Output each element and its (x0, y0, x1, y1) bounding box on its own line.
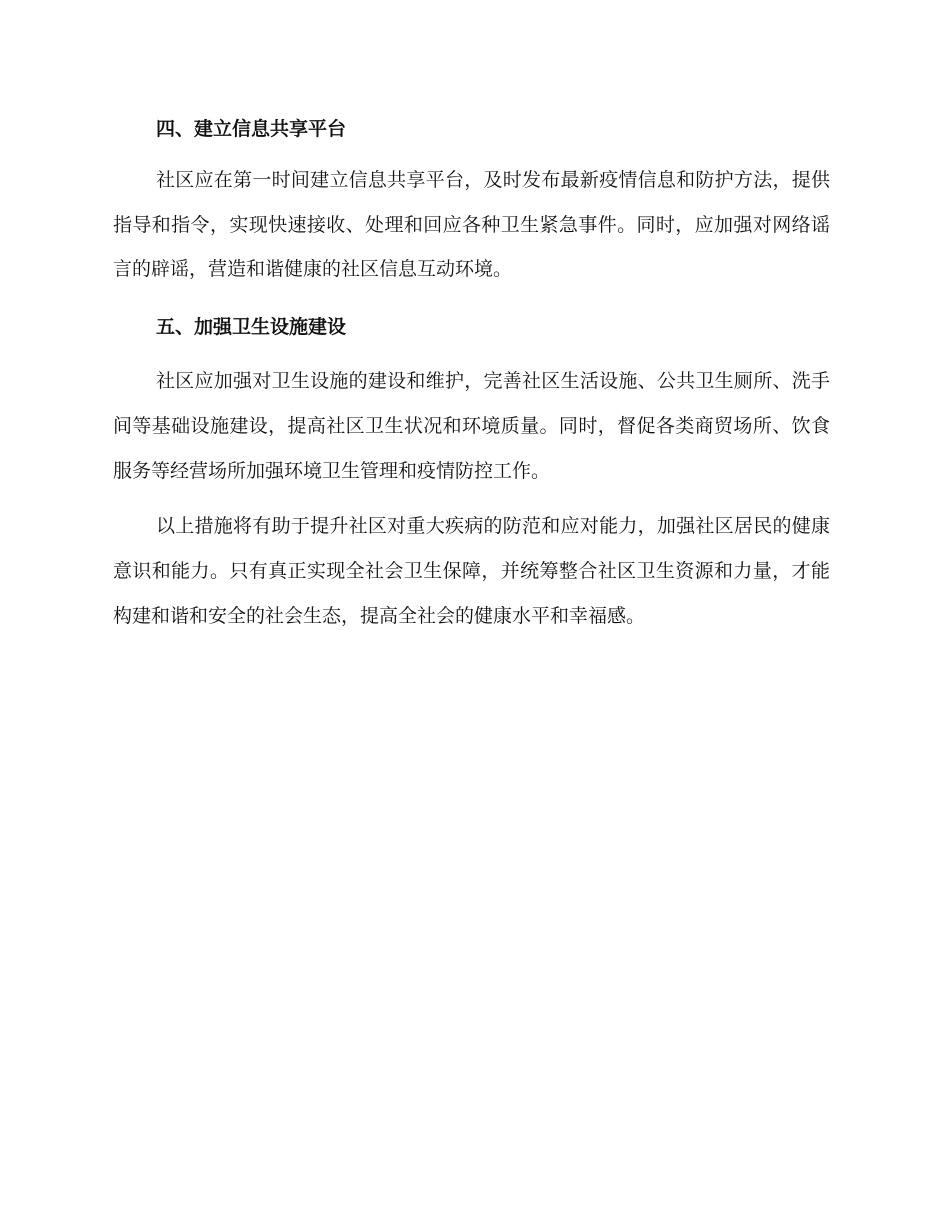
document-body (113, 111, 830, 638)
section-heading-sanitation-facilities: 五、加强卫生设施建设 (156, 316, 347, 339)
section-paragraph-info-sharing: 社区应在第一时间建立信息共享平台，及时发布最新疫情信息和防护方法，提供指导和指令，实现快速接收、处理和回应各种卫生紧急事件。同时，应加强对网络谣言的辟谣，营造和谐健康的社区信息互动环境。 (113, 169, 830, 281)
section-paragraph-sanitation-facilities: 社区应加强对卫生设施的建设和维护，完善社区生活设施、公共卫生厕所、洗手间等基础设施建设，提高社区卫生状况和环境质量。同时，督促各类商贸场所、饮食服务等经营场所加强环境卫生管理和疫情防控工作。 (113, 370, 830, 482)
conclusion-paragraph: 以上措施将有助于提升社区对重大疾病的防范和应对能力，加强社区居民的健康意识和能力。只有真正实现全社会卫生保障，并统筹整合社区卫生资源和力量，才能构建和谐和安全的社会生态，提高全社会的健康水平和幸福感。 (113, 515, 830, 627)
section-heading-info-sharing: 四、建立信息共享平台 (156, 118, 347, 140)
